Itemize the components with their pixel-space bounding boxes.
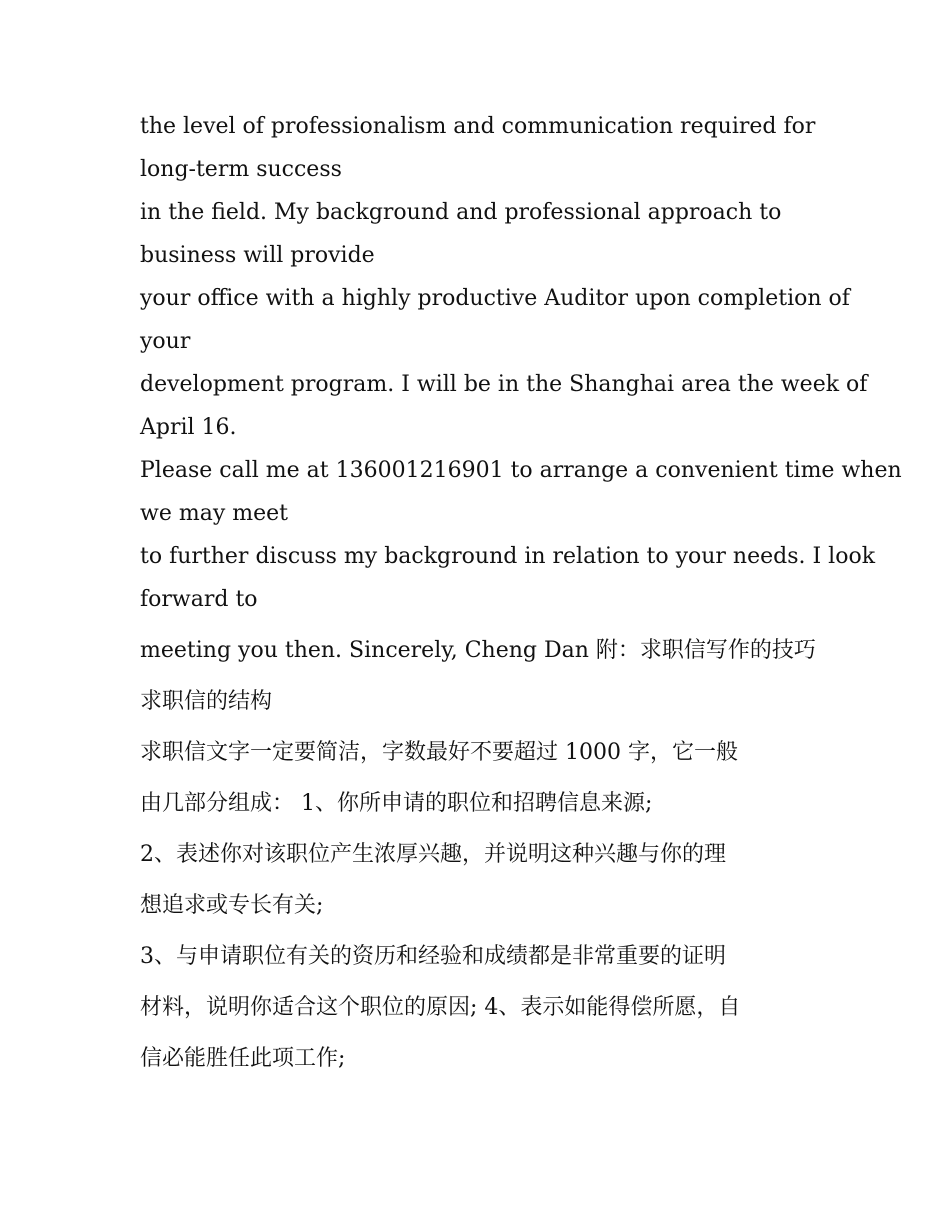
text-line: long-term success bbox=[140, 157, 342, 182]
text-line: 3、与申请职位有关的资历和经验和成绩都是非常重要的证明 bbox=[140, 944, 726, 969]
text-line: 由几部分组成： 1、你所申请的职位和招聘信息来源; bbox=[140, 791, 653, 816]
text-line: 想追求或专长有关; bbox=[140, 893, 324, 918]
text-line: the level of professionalism and communication required for bbox=[140, 114, 816, 139]
text-line: Please call me at 136001216901 to arrange a convenient time when bbox=[140, 458, 902, 483]
text-line: 求职信文字一定要简洁，字数最好不要超过 1000 字，它一般 bbox=[140, 740, 738, 765]
text-line: April 16. bbox=[140, 415, 237, 440]
text-line: your office with a highly productive Auditor upon completion of bbox=[140, 286, 850, 311]
text-line: in the field. My background and professional approach to bbox=[140, 200, 782, 225]
text-line: your bbox=[140, 329, 191, 354]
text-line: meeting you then. Sincerely, Cheng Dan 附：求职信写作的技巧 bbox=[140, 638, 816, 663]
text-line: forward to bbox=[140, 587, 258, 612]
text-line: 信必能胜任此项工作; bbox=[140, 1046, 346, 1071]
text-line: to further discuss my background in relation to your needs. I look bbox=[140, 544, 876, 569]
section-heading: 求职信的结构 bbox=[140, 689, 273, 714]
body-text bbox=[140, 105, 902, 1084]
text-line: 材料，说明你适合这个职位的原因; 4、表示如能得偿所愿，自 bbox=[140, 995, 741, 1020]
text-line: business will provide bbox=[140, 243, 375, 268]
text-line: development program. I will be in the Shanghai area the week of bbox=[140, 372, 868, 397]
text-line: we may meet bbox=[140, 501, 288, 526]
text-line: 2、表述你对该职位产生浓厚兴趣，并说明这种兴趣与你的理 bbox=[140, 842, 726, 867]
